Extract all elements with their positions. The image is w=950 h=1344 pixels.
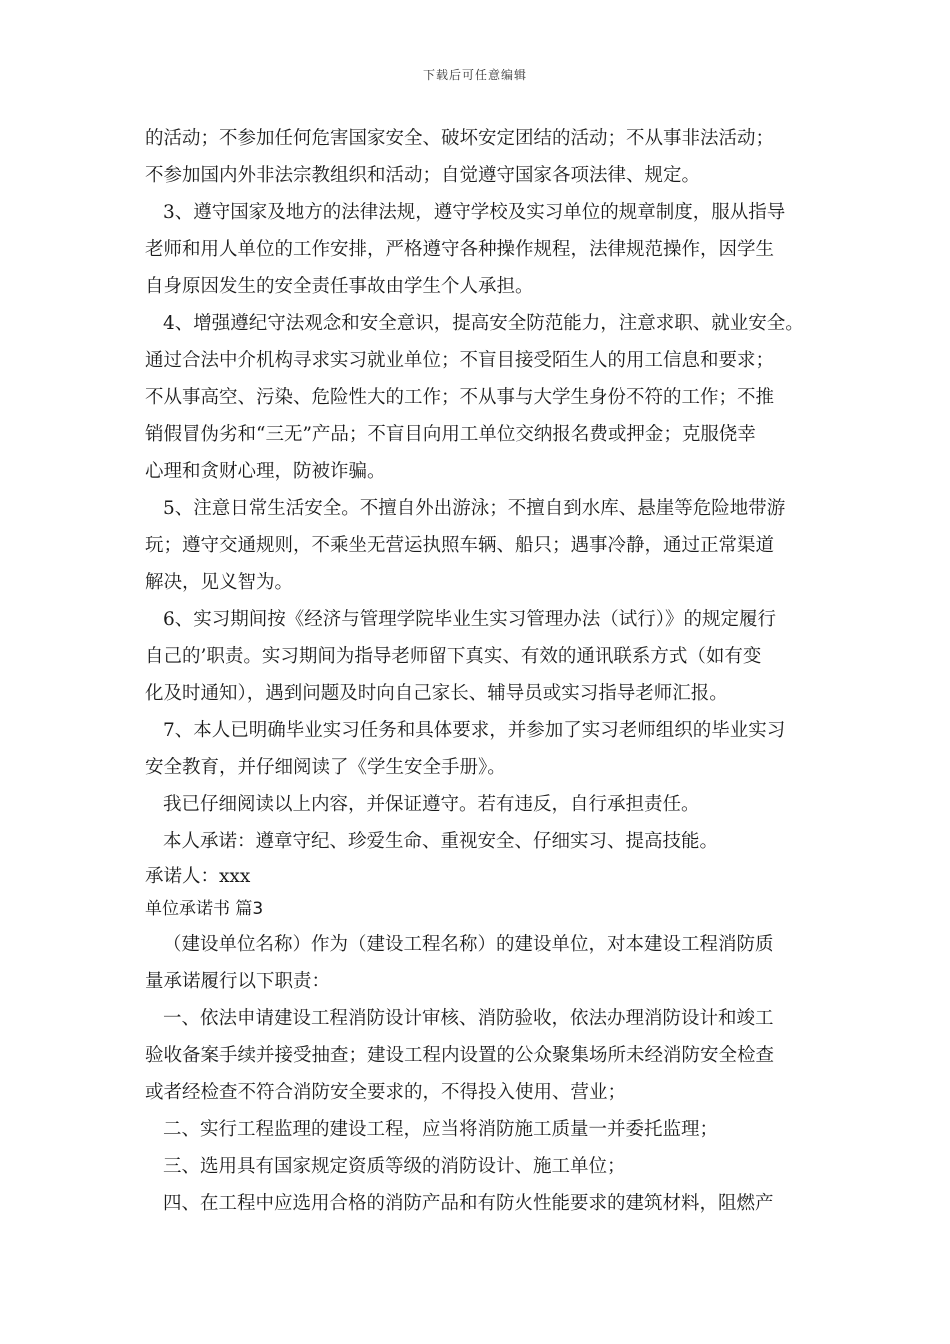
text-line: 玩；遵守交通规则，不乘坐无营运执照车辆、船只；遇事冷静，通过正常渠道 bbox=[145, 535, 775, 556]
text-line: 三、选用具有国家规定资质等级的消防设计、施工单位； bbox=[163, 1156, 626, 1177]
text-line: 3、遵守国家及地方的法律法规，遵守学校及实习单位的规章制度，服从指导 bbox=[163, 202, 786, 223]
text-line: 5、注意日常生活安全。不擅自外出游泳；不擅自到水库、悬崖等危险地带游 bbox=[163, 498, 786, 519]
text-line: 二、实行工程监理的建设工程，应当将消防施工质量一并委托监理； bbox=[163, 1119, 719, 1140]
text-line: 7、本人已明确毕业实习任务和具体要求，并参加了实习老师组织的毕业实习 bbox=[163, 720, 786, 741]
text-line: 不参加国内外非法宗教组织和活动；自觉遵守国家各项法律、规定。 bbox=[145, 165, 701, 186]
text-line: 心理和贪财心理，防被诈骗。 bbox=[145, 461, 386, 482]
text-line: 老师和用人单位的工作安排，严格遵守各种操作规程，法律规范操作，因学生 bbox=[145, 239, 775, 260]
page-header: 下载后可任意编辑 bbox=[422, 68, 527, 82]
text-line: 验收备案手续并接受抽查；建设工程内设置的公众聚集场所未经消防安全检查 bbox=[145, 1045, 775, 1066]
text-line: 一、依法申请建设工程消防设计审核、消防验收，依法办理消防设计和竣工 bbox=[163, 1008, 774, 1029]
section-heading: 单位承诺书 篇3 bbox=[145, 899, 264, 919]
text-line: 解决，见义智为。 bbox=[145, 572, 294, 593]
document-body bbox=[145, 120, 815, 1222]
text-line: 自身原因发生的安全责任事故由学生个人承担。 bbox=[145, 276, 534, 297]
text-line: 化及时通知），遇到问题及时向自己家长、辅导员或实习指导老师汇报。 bbox=[145, 683, 728, 704]
text-line: 四、在工程中应选用合格的消防产品和有防火性能要求的建筑材料，阻燃产 bbox=[163, 1193, 774, 1214]
text-line: 或者经检查不符合消防安全要求的，不得投入使用、营业； bbox=[145, 1082, 627, 1103]
text-line: 量承诺履行以下职责： bbox=[145, 971, 331, 992]
text-line: （建设单位名称）作为（建设工程名称）的建设单位，对本建设工程消防质 bbox=[163, 934, 774, 955]
text-line: 安全教育，并仔细阅读了《学生安全手册》。 bbox=[145, 757, 506, 778]
signatory-line: 承诺人：xxx bbox=[145, 866, 251, 887]
text-line: 销假冒伪劣和“三无”产品；不盲目向用工单位交纳报名费或押金；克服侥幸 bbox=[145, 424, 756, 445]
text-line: 6、实习期间按《经济与管理学院毕业生实习管理办法（试行）》的规定履行 bbox=[163, 609, 777, 630]
text-line: 自己的’职责。实习期间为指导老师留下真实、有效的通讯联系方式（如有变 bbox=[145, 646, 762, 667]
text-line: 4、增强遵纪守法观念和安全意识，提高安全防范能力，注意求职、就业安全。 bbox=[163, 313, 804, 334]
text-line: 本人承诺：遵章守纪、珍爱生命、重视安全、仔细实习、提高技能。 bbox=[163, 831, 719, 852]
text-line: 通过合法中介机构寻求实习就业单位；不盲目接受陌生人的用工信息和要求； bbox=[145, 350, 775, 371]
text-line: 的活动；不参加任何危害国家安全、破坏安定团结的活动；不从事非法活动； bbox=[145, 128, 775, 149]
text-line: 我已仔细阅读以上内容，并保证遵守。若有违反，自行承担责任。 bbox=[163, 794, 700, 815]
text-line: 不从事高空、污染、危险性大的工作；不从事与大学生身份不符的工作；不推 bbox=[145, 387, 775, 408]
